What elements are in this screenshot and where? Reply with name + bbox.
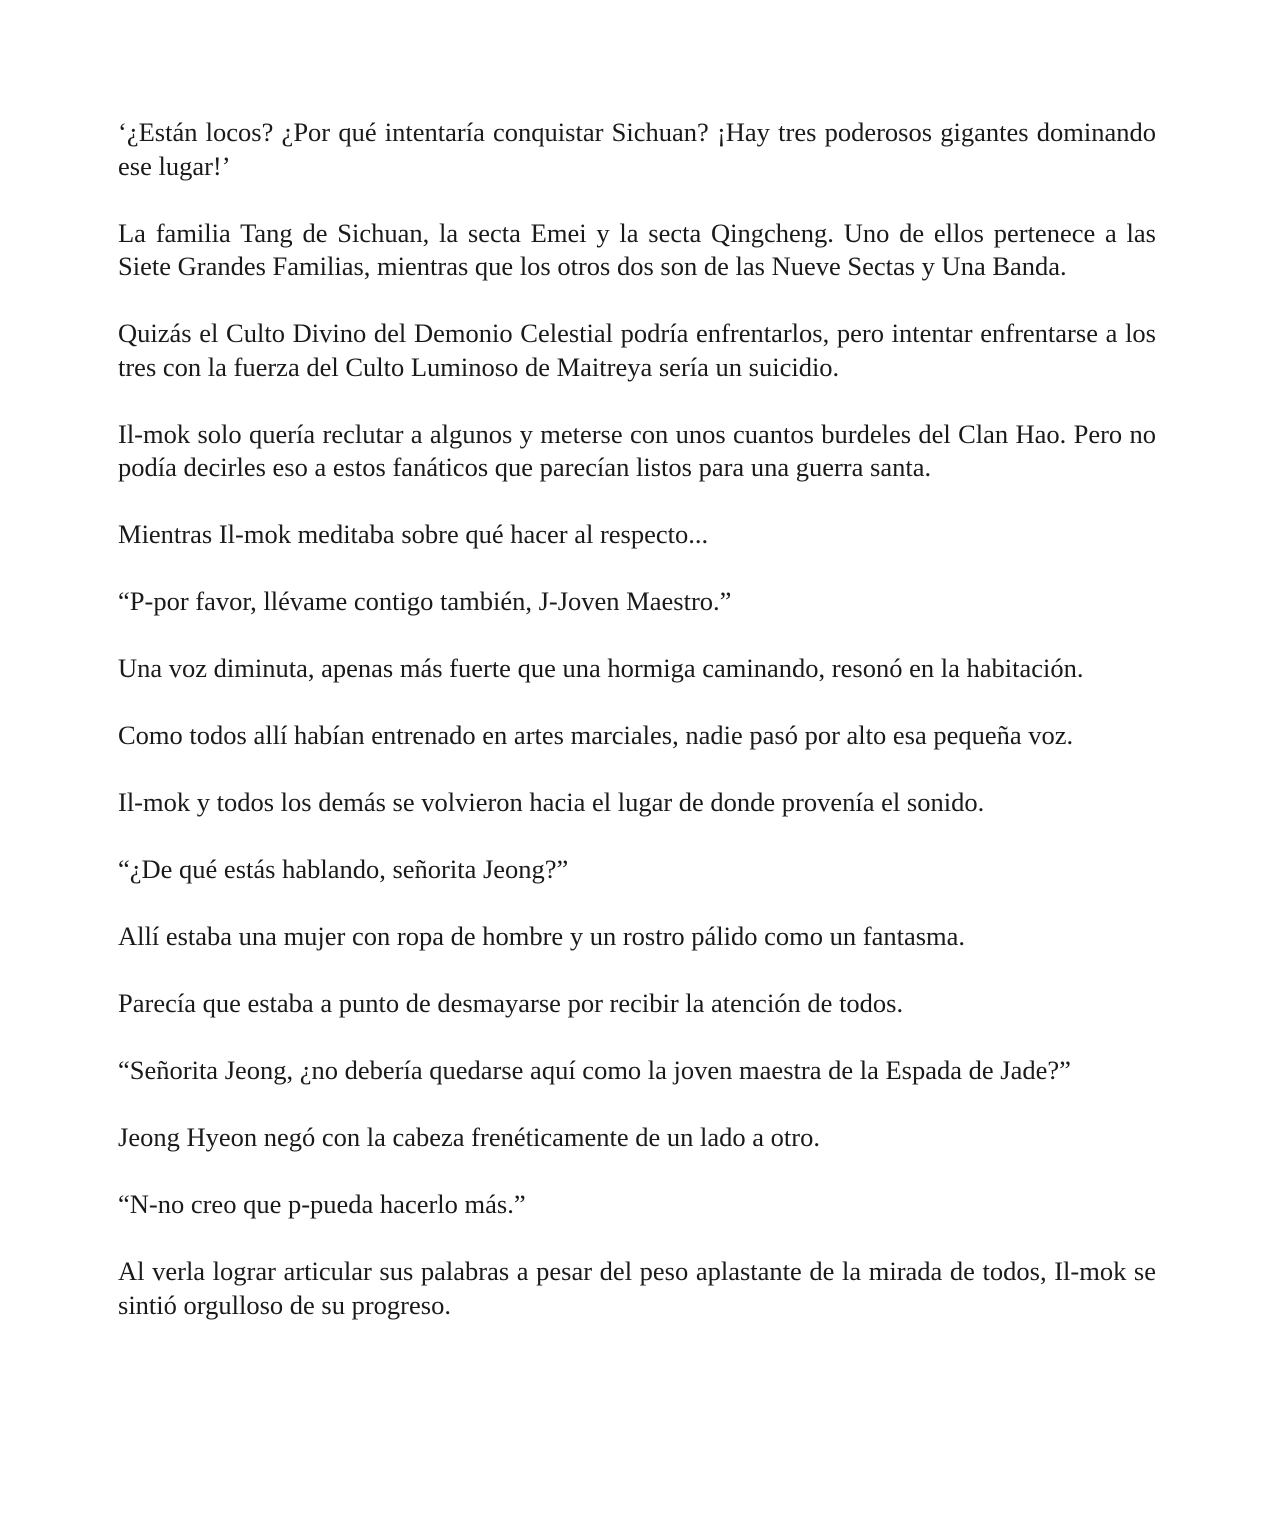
paragraph: “¿De qué estás hablando, señorita Jeong?” <box>118 854 569 884</box>
paragraph: Jeong Hyeon negó con la cabeza frenéticamente de un lado a otro. <box>118 1122 820 1152</box>
paragraph: “Señorita Jeong, ¿no debería quedarse aquí como la joven maestra de la Espada de Jade?” <box>118 1055 1071 1085</box>
paragraph: Quizás el Culto Divino del Demonio Celestial podría enfrentarlos, pero intentar enfrentarse a los tres con la fuerza del Culto Luminoso de Maitreya sería un suicidio. <box>118 318 1156 382</box>
paragraph: Il-mok y todos los demás se volvieron hacia el lugar de donde provenía el sonido. <box>118 787 985 817</box>
paragraph: Como todos allí habían entrenado en artes marciales, nadie pasó por alto esa pequeña voz. <box>118 720 1074 750</box>
paragraph: “P-por favor, llévame contigo también, J-Joven Maestro.” <box>118 586 732 616</box>
paragraph: Parecía que estaba a punto de desmayarse por recibir la atención de todos. <box>118 988 904 1018</box>
paragraph: “N-no creo que p-pueda hacerlo más.” <box>118 1189 526 1219</box>
paragraph: Mientras Il-mok meditaba sobre qué hacer al respecto... <box>118 519 709 549</box>
paragraph: Una voz diminuta, apenas más fuerte que una hormiga caminando, resonó en la habitación. <box>118 653 1084 683</box>
paragraph: La familia Tang de Sichuan, la secta Emei y la secta Qingcheng. Uno de ellos pertenece a las Siete Grandes Familias, mientras que los otros dos son de las Nueve Sectas y Una Banda. <box>118 217 1156 281</box>
document-page <box>118 116 1156 1356</box>
paragraph: ‘¿Están locos? ¿Por qué intentaría conquistar Sichuan? ¡Hay tres poderosos gigantes dominando ese lugar!’ <box>118 117 1156 181</box>
paragraph: Al verla lograr articular sus palabras a pesar del peso aplastante de la mirada de todos, Il-mok se sintió orgulloso de su progreso. <box>118 1256 1156 1320</box>
paragraph: Allí estaba una mujer con ropa de hombre y un rostro pálido como un fantasma. <box>118 921 966 951</box>
paragraph: Il-mok solo quería reclutar a algunos y meterse con unos cuantos burdeles del Clan Hao. Pero no podía decirles eso a estos fanáticos que parecían listos para una guerra santa. <box>118 418 1156 482</box>
